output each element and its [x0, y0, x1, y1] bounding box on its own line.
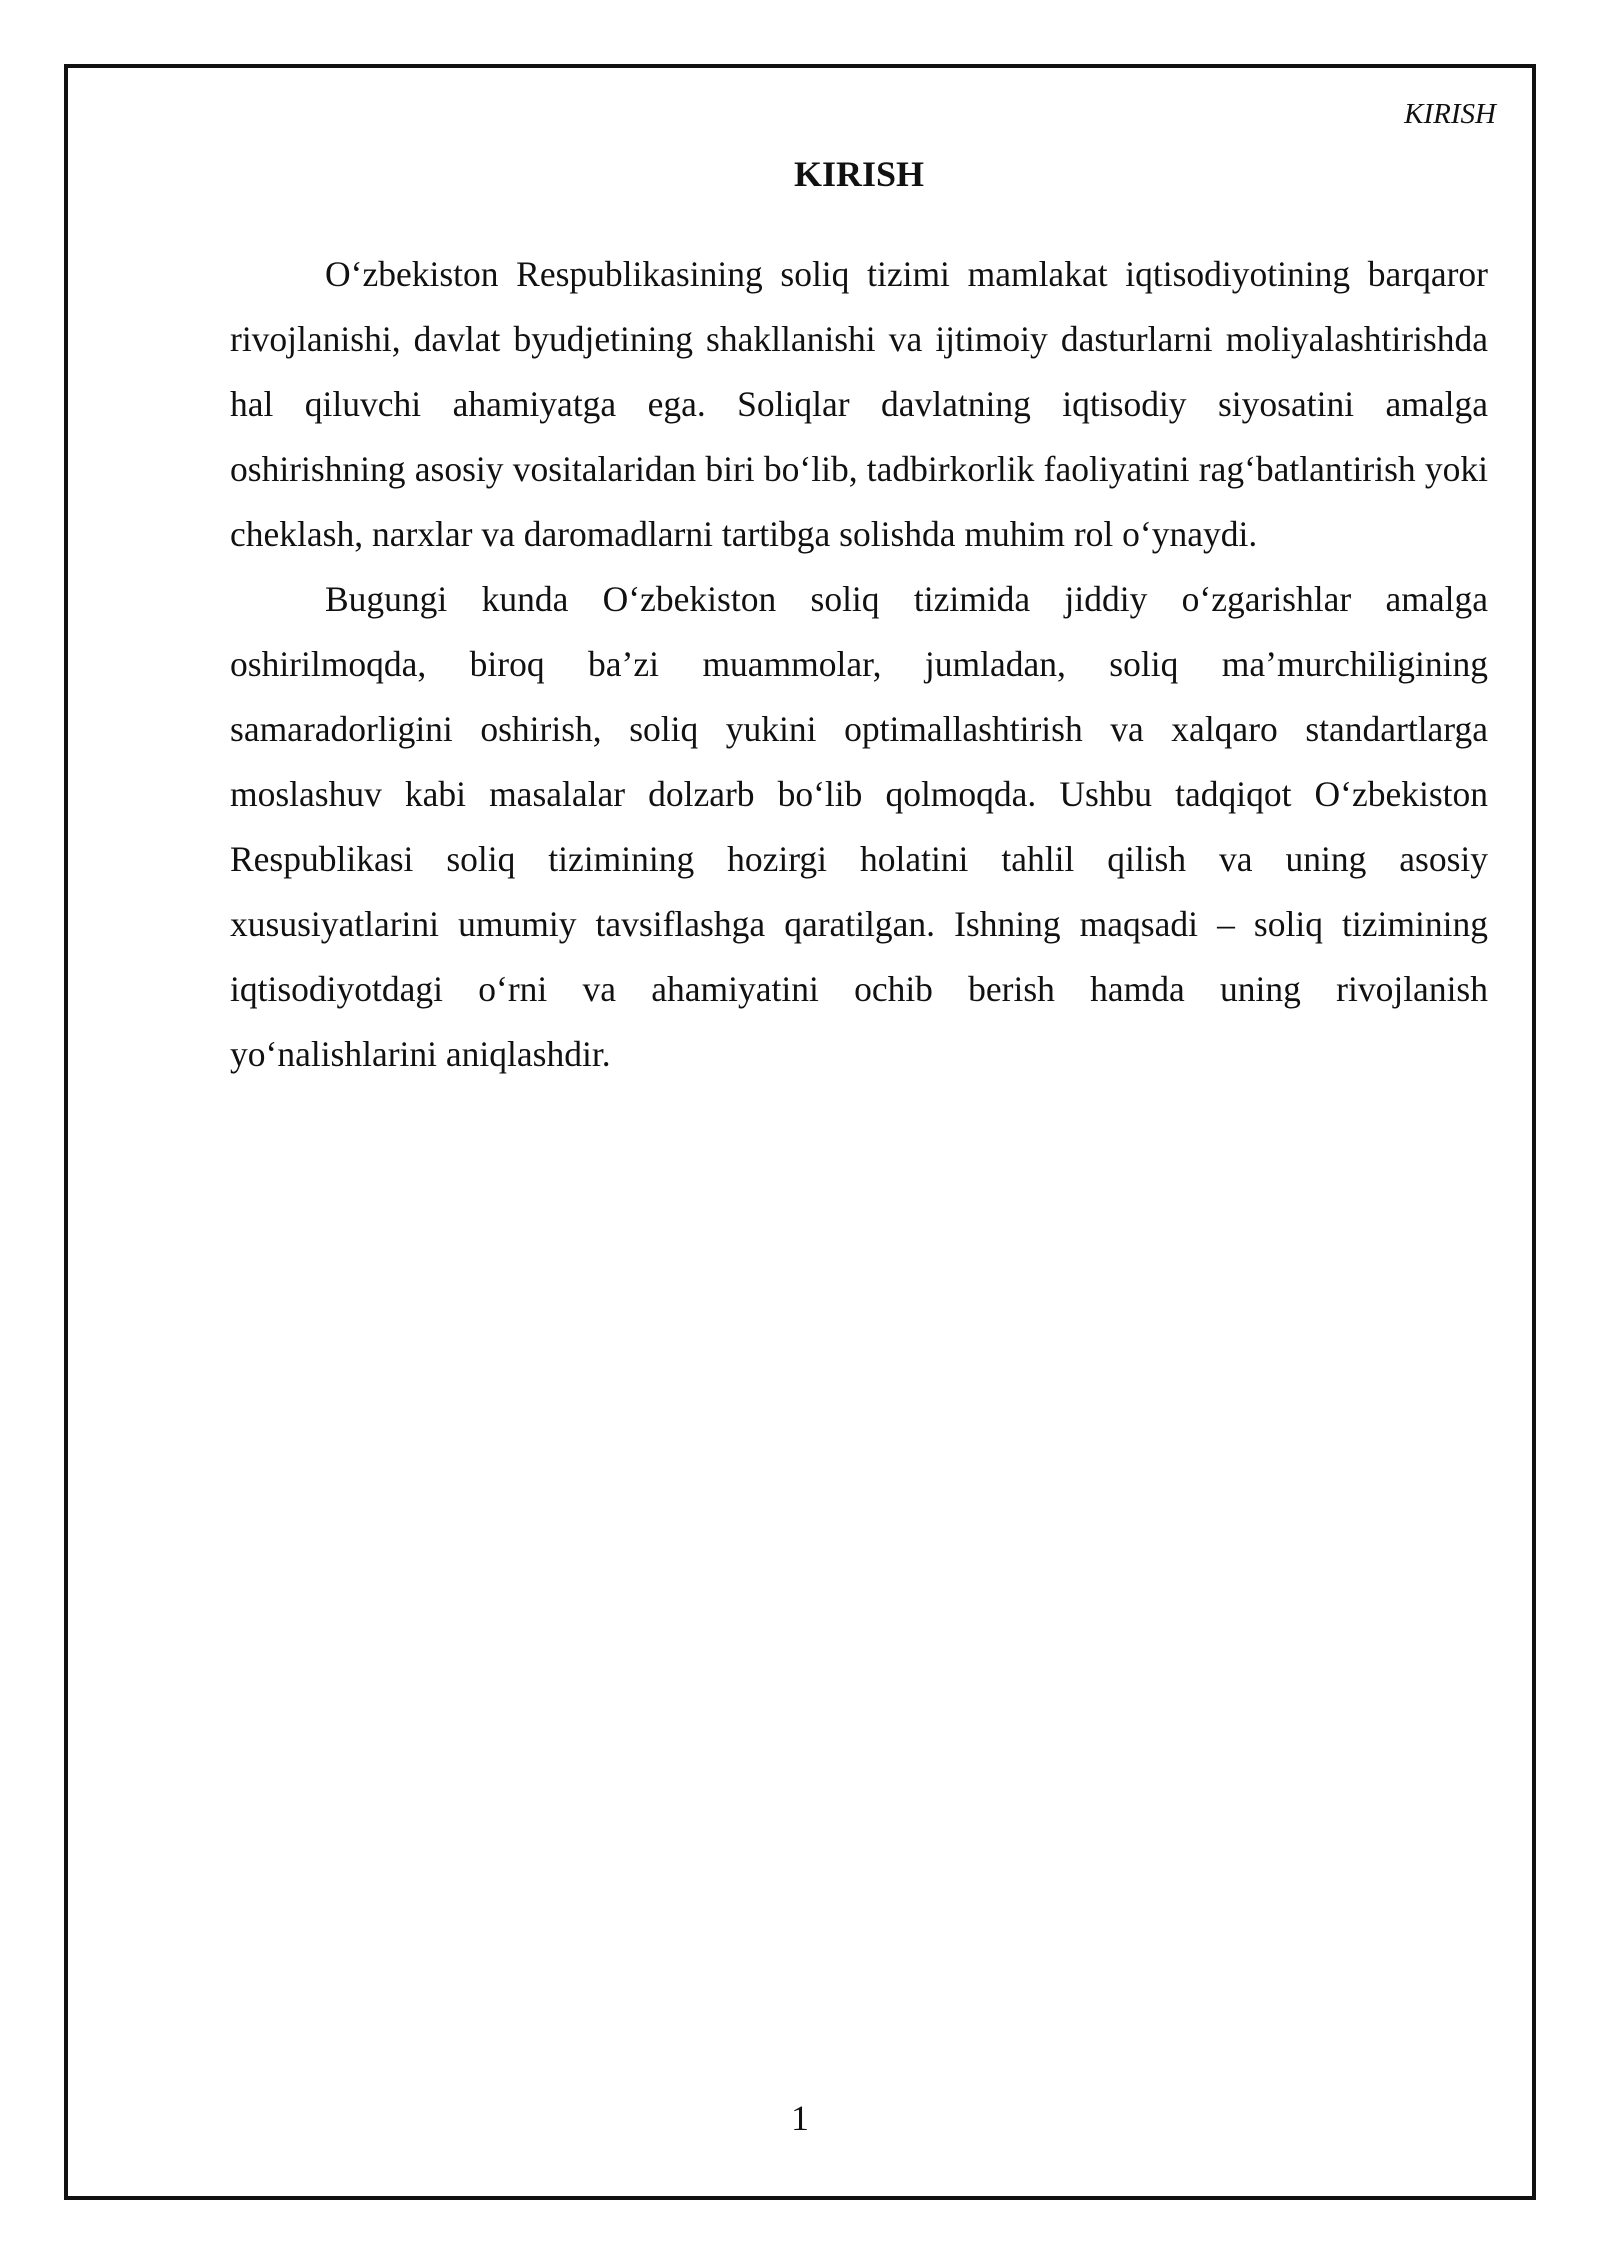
running-header: KIRISH	[1404, 98, 1496, 130]
section-title: KIRISH	[793, 154, 925, 194]
body-text	[230, 242, 1488, 1087]
paragraph: Bugungi kunda O‘zbekiston soliq tizimida jiddiy o‘zgarishlar amalga oshirilmoqda, biroq ba’zi muammolar, jumladan, soliq ma’murchiligining samaradorligini oshirish, soliq yukini optimallashtirish va xalqaro standartlarga moslashuv kabi masalalar dolzarb bo‘lib qolmoqda. Ushbu tadqiqot O‘zbekiston Respublikasi soliq tizimining hozirgi holatini tahlil qilish va uning asosiy xususiyatlarini umumiy tavsiflashga qaratilgan. Ishning maqsadi – soliq tizimining iqtisodiyotdagi o‘rni va ahamiyatini ochib berish hamda uning rivojlanish yo‘nalishlarini aniqlashdir.	[230, 579, 1488, 1074]
page-number: 1	[791, 2098, 809, 2138]
paragraph: O‘zbekiston Respublikasining soliq tizimi mamlakat iqtisodiyotining barqaror rivojlanishi, davlat byudjetining shakllanishi va ijtimoiy dasturlarni moliyalashtirishda hal qiluvchi ahamiyatga ega. Soliqlar davlatning iqtisodiy siyosatini amalga oshirishning asosiy vositalaridan biri bo‘lib, tadbirkorlik faoliyatini rag‘batlantirish yoki cheklash, narxlar va daromadlarni tartibga solishda muhim rol o‘ynaydi.	[230, 254, 1488, 554]
